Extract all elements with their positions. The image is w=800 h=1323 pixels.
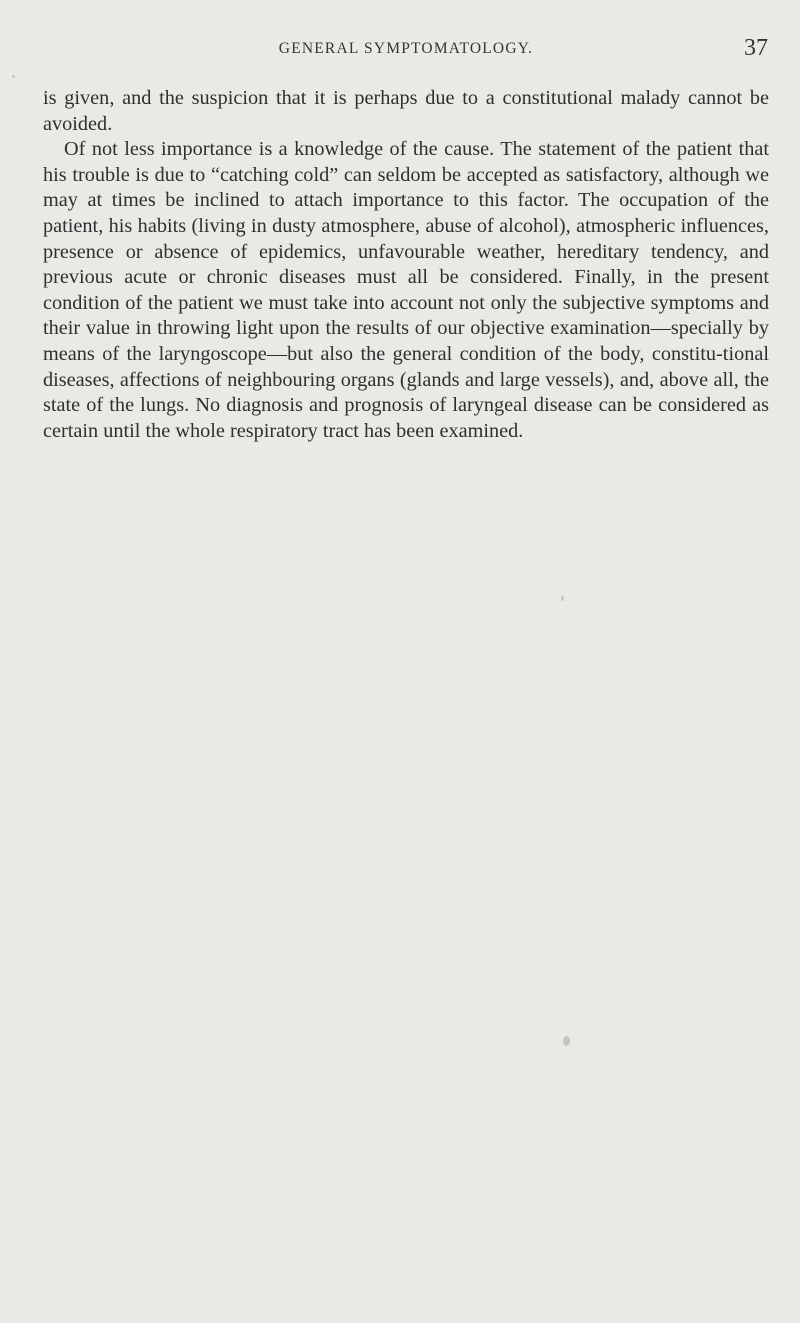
paper-speck [428,92,430,98]
paper-speck [563,1036,570,1046]
running-title: GENERAL SYMPTOMATOLOGY. [278,40,534,57]
body-text [43,86,769,444]
paper-speck [12,75,15,78]
running-head [44,35,768,70]
paper-speck [561,596,564,601]
paragraph-cause: Of not less importance is a knowledge of the cause. The statement of the patient that his trouble is due to “catching cold” can seldom be accepted as satisfactory, although we may at times be inclined to attach importance to this factor. The occupation of the patient, his habits (living in dusty atmosphere, abuse of alcohol), atmospheric influences, presence or absence of epidemics, unfavourable weather, hereditary tendency, and previous acute or chronic diseases must all be considered. Finally, in the present condition of the patient we must take into account not only the subjective symptoms and their value in throwing light upon the results of our objective examination—specially by means of the laryngoscope—but also the general condition of the body, constitu-tional diseases, affections of neighbouring organs (glands and large vessels), and, above all, the state of the lungs. No diagnosis and prognosis of laryngeal disease can be considered as certain until the whole respiratory tract has been examined. [43,138,769,442]
page-number: 37 [744,35,768,61]
paragraph-continuation: is given, and the suspicion that it is perhaps due to a constitutional malady cannot be avoided. [43,87,769,135]
